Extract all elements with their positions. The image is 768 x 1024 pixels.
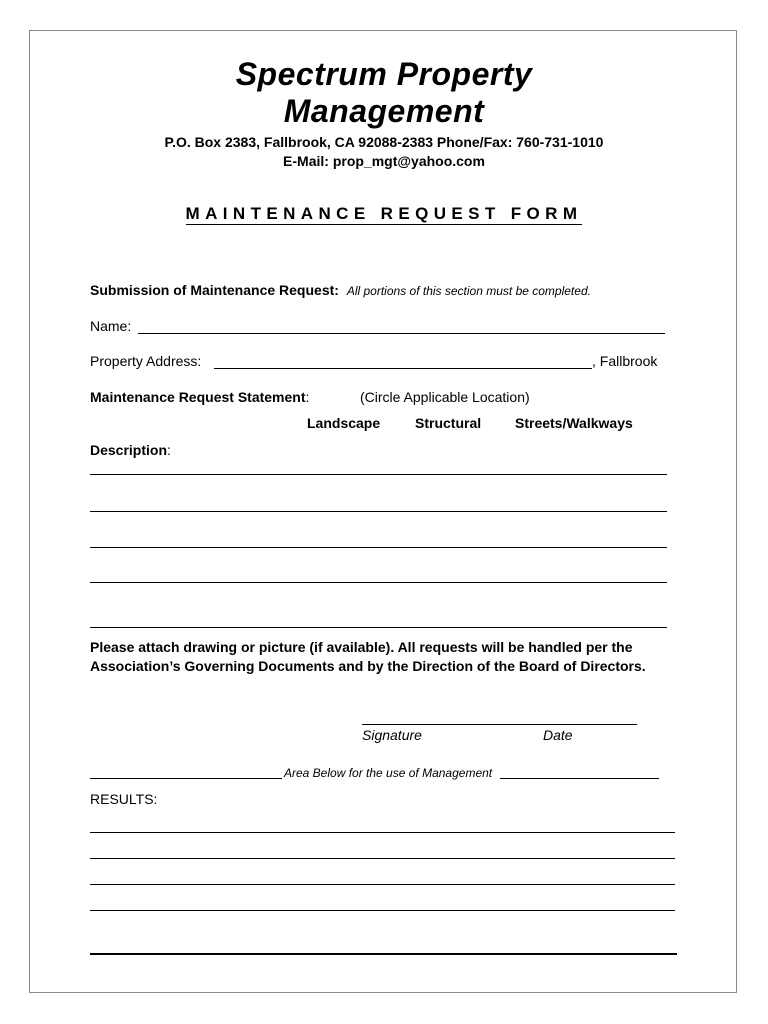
statement-instruction: (Circle Applicable Location) <box>360 389 530 405</box>
name-field[interactable] <box>138 333 665 334</box>
statement-row <box>90 389 309 405</box>
property-address-field[interactable] <box>214 368 592 369</box>
email-line: E-Mail: prop_mgt@yahoo.com <box>283 153 485 169</box>
submission-note: All portions of this section must be completed. <box>346 284 591 298</box>
location-streets-walkways[interactable]: Streets/Walkways <box>515 415 633 431</box>
submission-heading: Submission of Maintenance Request: <box>90 282 339 298</box>
company-name-line1: Spectrum Property <box>235 56 533 92</box>
results-line[interactable] <box>90 884 675 885</box>
results-line[interactable] <box>90 858 675 859</box>
location-landscape[interactable]: Landscape <box>307 415 381 431</box>
description-line[interactable] <box>90 474 667 475</box>
results-label: RESULTS: <box>90 791 158 807</box>
description-line[interactable] <box>90 627 667 628</box>
results-line[interactable] <box>90 910 675 911</box>
attach-note: Please attach drawing or picture (if available). All requests will be handled per the Association’s Governing Documents and by the Direction of the Board of Directors. <box>90 639 646 674</box>
name-label: Name: <box>90 318 132 334</box>
results-line[interactable] <box>90 832 675 833</box>
address-label: Property Address: <box>90 353 202 369</box>
results-line-final[interactable] <box>90 953 677 955</box>
statement-colon: : <box>305 389 310 405</box>
description-line[interactable] <box>90 582 667 583</box>
date-label: Date <box>543 727 573 743</box>
description-line[interactable] <box>90 547 667 548</box>
signature-date-field[interactable] <box>362 724 637 725</box>
description-colon: : <box>167 442 171 458</box>
description-row <box>90 442 171 458</box>
statement-label: Maintenance Request Statement <box>90 389 306 405</box>
submission-heading-row <box>90 282 591 298</box>
management-divider-text: Area Below for the use of Management <box>284 766 493 780</box>
form-title <box>0 204 768 224</box>
location-structural[interactable]: Structural <box>415 415 482 431</box>
management-divider-left <box>90 778 282 779</box>
form-title-text: MAINTENANCE REQUEST FORM <box>185 204 583 223</box>
address-suffix: , Fallbrook <box>592 353 658 369</box>
company-name-line2: Management <box>283 93 485 129</box>
address-line: P.O. Box 2383, Fallbrook, CA 92088-2383 Phone/Fax: 760-731-1010 <box>164 134 604 150</box>
description-label: Description <box>90 442 168 458</box>
management-divider-right <box>500 778 659 779</box>
signature-label: Signature <box>362 727 422 743</box>
description-line[interactable] <box>90 511 667 512</box>
